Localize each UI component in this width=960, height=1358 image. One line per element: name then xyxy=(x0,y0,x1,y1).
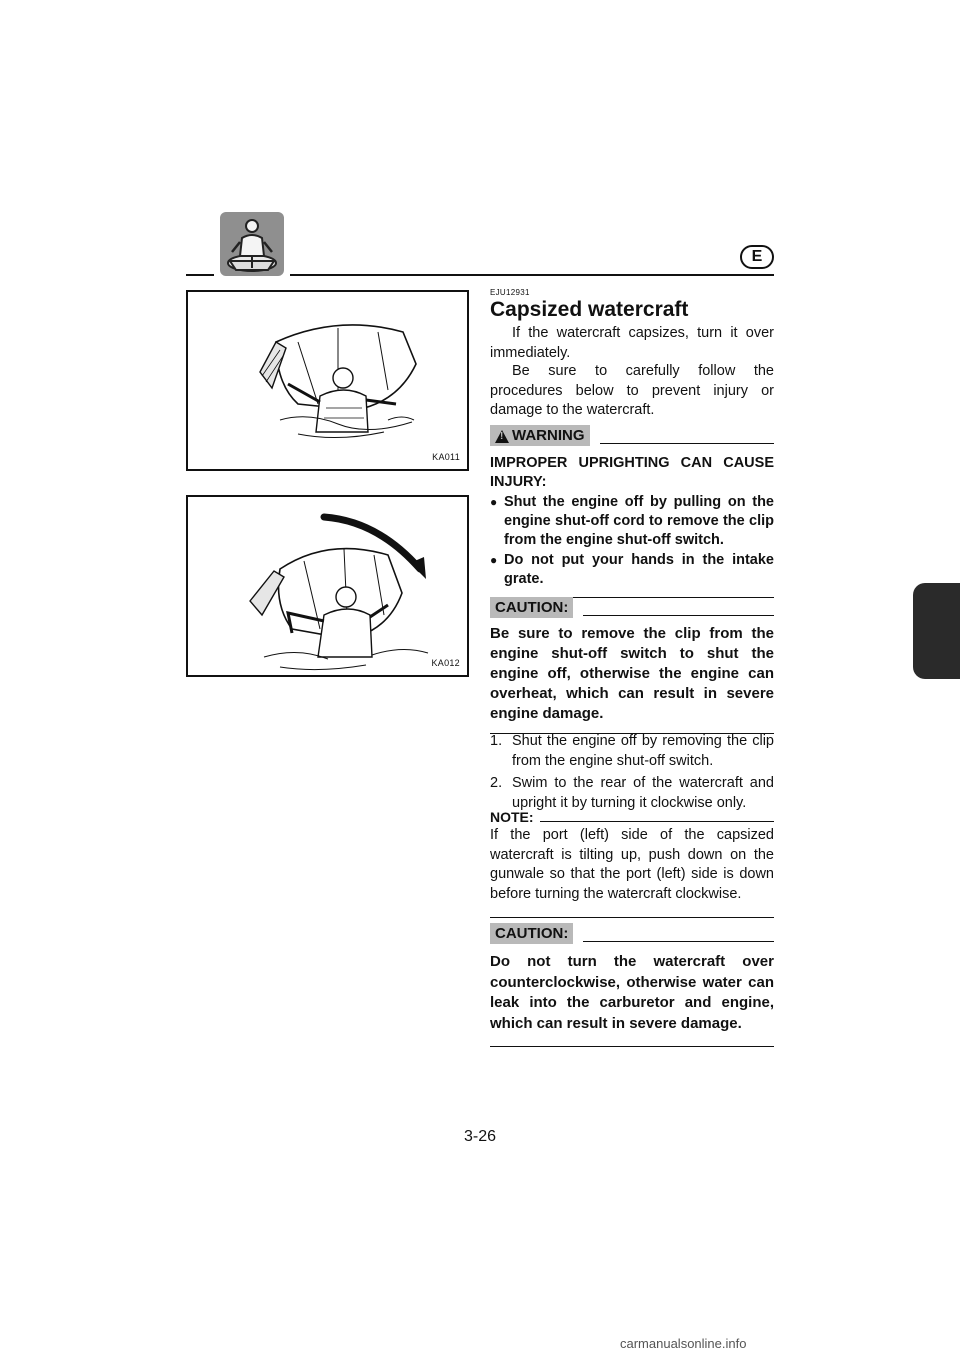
bullet-dot-icon: ● xyxy=(490,495,498,509)
warning-block xyxy=(490,424,774,598)
note-end-rule xyxy=(490,917,774,918)
section-code: EJU12931 xyxy=(490,288,530,297)
section-title: Capsized watercraft xyxy=(490,298,689,321)
illustration-capsized-hull xyxy=(188,292,467,469)
chapter-side-tab xyxy=(913,583,960,679)
procedure-step: 1. Shut the engine off by removing the clip from the engine shut-off switch. xyxy=(490,733,774,769)
page-number: 3-26 xyxy=(463,1128,497,1145)
header-rule-left xyxy=(186,274,214,276)
intro-paragraph: Be sure to carefully follow the procedures below to prevent injury or damage to the watercraft. xyxy=(490,363,774,419)
chapter-icon xyxy=(220,212,284,276)
procedure-step: 2. Swim to the rear of the watercraft and upright it by turning it clockwise only. xyxy=(490,775,774,811)
caution-rule xyxy=(583,941,774,942)
figure-code: KA012 xyxy=(431,658,460,668)
figure-code: KA011 xyxy=(432,452,460,462)
caution-text: Do not turn the watercraft over counterclockwise, otherwise water can leak into the carburetor and engine, which can result in severe damage. xyxy=(490,953,774,1032)
caution-block xyxy=(490,596,774,734)
caution-label: CAUTION: xyxy=(490,597,573,618)
figure-capsized-watercraft xyxy=(186,290,469,471)
caution-end-rule xyxy=(490,1046,774,1047)
bullet-dot-icon: ● xyxy=(490,553,498,567)
note-label: NOTE: xyxy=(490,809,534,825)
caution-block xyxy=(490,922,774,1047)
procedure-steps xyxy=(490,732,774,813)
note-block xyxy=(490,809,774,918)
warning-rule xyxy=(600,443,775,444)
header-rule-right xyxy=(290,274,774,276)
warning-label: ! WARNING xyxy=(490,425,590,446)
caution-text: Be sure to remove the clip from the engine shut-off switch to shut the engine off, otherwise the engine can overheat, which can result in severe engine damage. xyxy=(490,625,774,722)
warning-heading: IMPROPER UPRIGHTING CAN CAUSE INJURY: xyxy=(490,455,774,490)
warning-bullet: ● Shut the engine off by pulling on the engine shut-off cord to remove the clip from the engine shut-off switch. xyxy=(490,494,774,548)
caution-label: CAUTION: xyxy=(490,923,573,944)
figure-uprighting-watercraft xyxy=(186,495,469,677)
watermark: carmanualsonline.info xyxy=(620,1336,747,1351)
caution-rule xyxy=(583,615,774,616)
intro-paragraph: If the watercraft capsizes, turn it over immediately. xyxy=(490,325,774,361)
note-text: If the port (left) side of the capsized watercraft is tilting up, push down on the gunwale so that the port (left) side is down before turning the watercraft clockwise. xyxy=(490,827,774,902)
warning-triangle-icon: ! xyxy=(495,430,509,443)
warning-bullet: ● Do not put your hands in the intake grate. xyxy=(490,552,774,587)
illustration-uprighting-hull xyxy=(188,497,467,675)
language-badge: E xyxy=(740,245,774,269)
note-rule xyxy=(540,821,774,822)
